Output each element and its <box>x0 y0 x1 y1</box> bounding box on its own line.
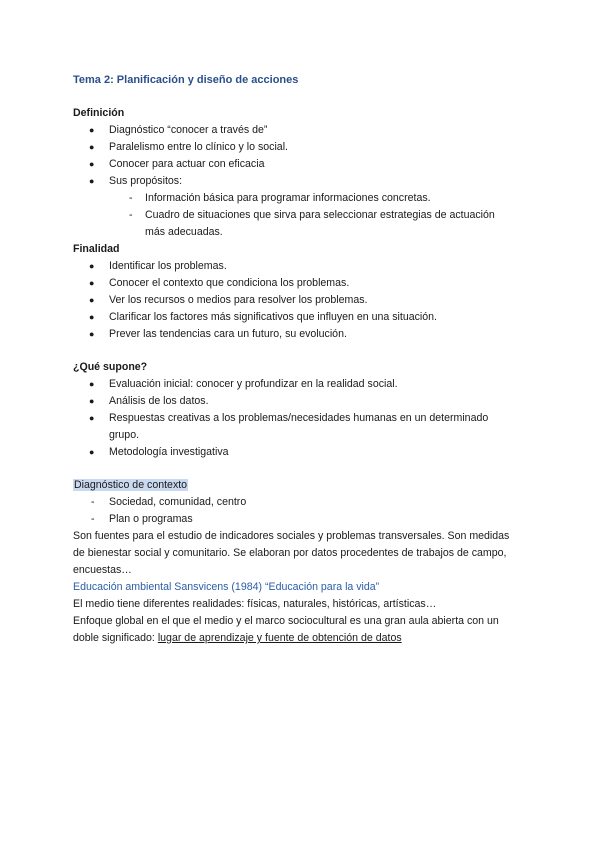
bullet-icon: ● <box>89 396 95 406</box>
spacer <box>73 89 533 105</box>
spacer <box>73 343 533 359</box>
list-item <box>73 393 533 410</box>
section-heading-definicion: Definición <box>73 107 125 119</box>
document-title: Tema 2: Planificación y diseño de acciones <box>73 74 299 86</box>
paragraph-line: El medio tiene diferentes realidades: físicas, naturales, históricas, artísticas… <box>73 598 437 610</box>
list-item-continuation: grupo. <box>109 429 140 441</box>
dash-list-item-text: Sociedad, comunidad, centro <box>109 496 247 508</box>
list-item <box>73 376 533 393</box>
list-item <box>73 139 533 156</box>
sub-list-item-text: Cuadro de situaciones que sirva para seleccionar estrategias de actuación <box>145 209 495 221</box>
paragraph-line: encuestas… <box>73 564 132 576</box>
highlighted-heading: Diagnóstico de contexto <box>74 479 188 491</box>
sub-list-item-text: Información básica para programar informaciones concretas. <box>145 192 431 204</box>
list-item-text: Ver los recursos o medios para resolver los problemas. <box>109 294 368 306</box>
bullet-icon: ● <box>89 125 95 135</box>
list-item <box>73 309 533 326</box>
bullet-icon: ● <box>89 278 95 288</box>
bullet-icon: ● <box>89 261 95 271</box>
paragraph-line: Son fuentes para el estudio de indicadores sociales y problemas transversales. Son medidas <box>73 530 510 542</box>
list-item-text: Diagnóstico “conocer a través de” <box>109 124 268 136</box>
bullet-icon: ● <box>89 159 95 169</box>
dash-list-item <box>73 494 533 511</box>
paragraph-line: de bienestar social y comunitario. Se elaboran por datos procedentes de trabajos de campo, <box>73 547 507 559</box>
paragraph-line <box>73 630 533 647</box>
bullet-icon: ● <box>89 312 95 322</box>
list-item <box>73 258 533 275</box>
list-item-text: Conocer para actuar con eficacia <box>109 158 265 170</box>
list-item <box>73 326 533 343</box>
sub-list-item <box>73 190 533 207</box>
sub-list-item <box>73 207 533 224</box>
subheading-educacion-ambiental: Educación ambiental Sansvicens (1984) “Educación para la vida” <box>73 581 380 593</box>
list-item-text: Prever las tendencias cara un futuro, su evolución. <box>109 328 347 340</box>
document-page <box>73 72 533 647</box>
bullet-icon: ● <box>89 142 95 152</box>
list-item <box>73 122 533 139</box>
dash-icon: - <box>91 513 95 525</box>
list-item-text: Clarificar los factores más significativos que influyen en una situación. <box>109 311 437 323</box>
dash-icon: - <box>91 496 95 508</box>
bullet-icon: ● <box>89 447 95 457</box>
bullet-icon: ● <box>89 176 95 186</box>
dash-list-item-text: Plan o programas <box>109 513 193 525</box>
list-item-text: Respuestas creativas a los problemas/necesidades humanas en un determinado <box>109 412 489 424</box>
paragraph-line: Enfoque global en el que el medio y el marco sociocultural es una gran aula abierta con un <box>73 615 499 627</box>
sub-list-item-continuation: más adecuadas. <box>145 226 223 238</box>
list-item-text: Paralelismo entre lo clínico y lo social. <box>109 141 288 153</box>
dash-icon: - <box>129 192 133 204</box>
list-item-text: Conocer el contexto que condiciona los problemas. <box>109 277 350 289</box>
list-item <box>73 173 533 190</box>
section-heading-contexto <box>73 477 533 494</box>
list-item <box>73 275 533 292</box>
list-item <box>73 410 533 427</box>
list-item-text: Análisis de los datos. <box>109 395 209 407</box>
list-item-text: Metodología investigativa <box>109 446 229 458</box>
section-heading-finalidad: Finalidad <box>73 243 120 255</box>
list-item-text: Sus propósitos: <box>109 175 183 187</box>
section-heading-supone: ¿Qué supone? <box>73 361 148 373</box>
list-item <box>73 292 533 309</box>
list-item-text: Identificar los problemas. <box>109 260 227 272</box>
bullet-icon: ● <box>89 379 95 389</box>
bullet-icon: ● <box>89 413 95 423</box>
paragraph-text: doble significado: <box>73 632 158 644</box>
dash-icon: - <box>129 209 133 221</box>
list-item <box>73 156 533 173</box>
underlined-text: lugar de aprendizaje y fuente de obtención de datos <box>157 632 402 644</box>
list-item <box>73 444 533 461</box>
bullet-icon: ● <box>89 329 95 339</box>
list-item-text: Evaluación inicial: conocer y profundizar en la realidad social. <box>109 378 398 390</box>
spacer <box>73 461 533 477</box>
dash-list-item <box>73 511 533 528</box>
bullet-icon: ● <box>89 295 95 305</box>
